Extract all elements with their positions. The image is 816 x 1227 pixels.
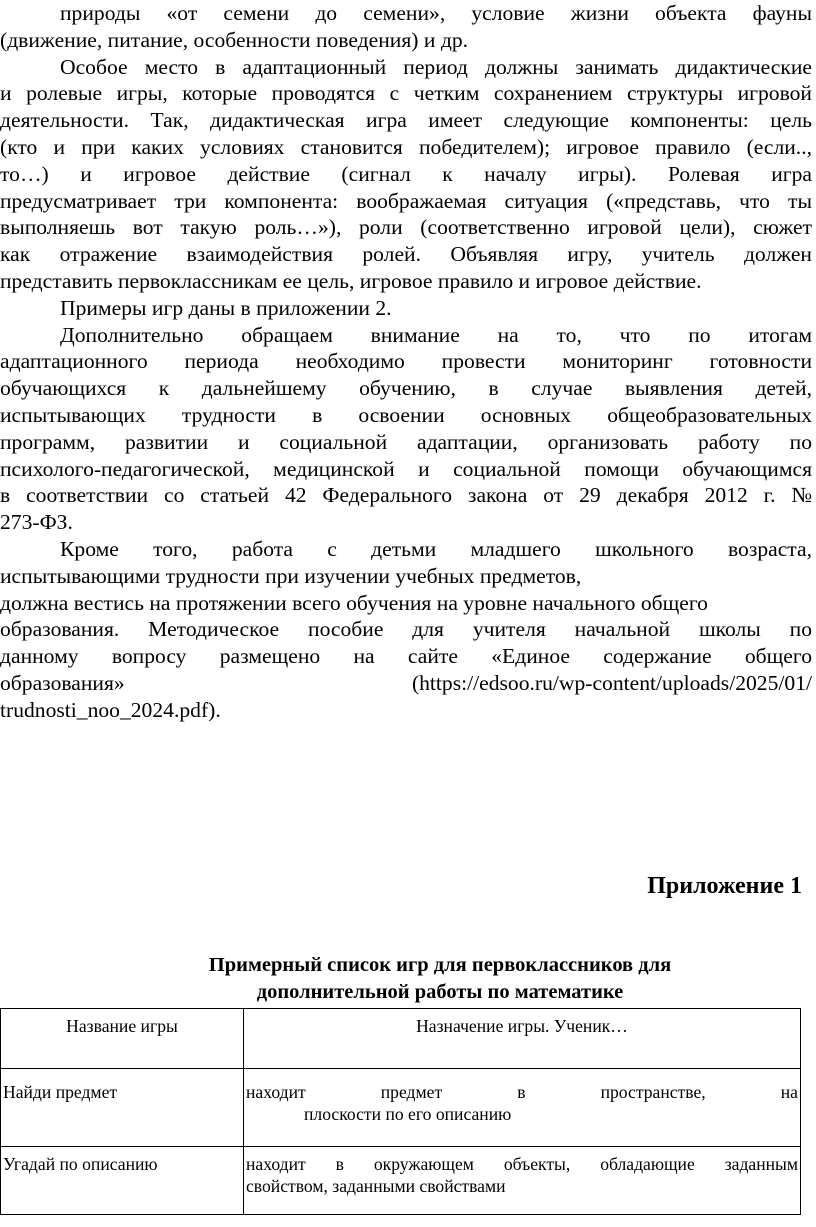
text-line: психолого-педагогической, медицинской и социальной помощи обучающимся	[0, 456, 812, 481]
purpose-line: плоскости по его описанию	[304, 1104, 512, 1124]
text-line: образования. Методическое пособие для учителя начальной школы по	[0, 617, 812, 642]
text-line: Особое место в адаптационный период должны занимать дидактические	[60, 54, 812, 79]
table-header-cell: Назначение игры. Ученик…	[244, 1009, 801, 1069]
table-title	[150, 952, 730, 1006]
text-line: то…) и игровое действие (сигнал к началу игры). Ролевая игра	[0, 161, 812, 186]
purpose-line: свойством, заданными свойствами	[246, 1176, 506, 1196]
table-cell-name: Угадай по описанию	[1, 1147, 244, 1215]
purpose-line: находит предмет в пространстве, на	[246, 1082, 798, 1102]
games-table	[0, 1008, 801, 1215]
purpose-line: находит в окружающем объекты, обладающие заданным	[246, 1154, 798, 1174]
text-line: (движение, питание, особенности поведения) и др.	[0, 27, 469, 52]
text-line: trudnosti_noo_2024.pdf).	[0, 697, 221, 722]
table-row	[1, 1147, 801, 1215]
text-line: представить первоклассникам ее цель, игровое правило и игровое действие.	[0, 268, 702, 293]
text-line: деятельности. Так, дидактическая игра имеет следующие компоненты: цель	[0, 108, 812, 133]
table-title-line: Примерный список игр для первоклассников для	[208, 954, 672, 976]
text-line: данному вопросу размещено на сайте «Единое содержание общего	[0, 644, 812, 669]
table-row	[1, 1069, 801, 1147]
text-line: Кроме того, работа с детьми младшего школьного возраста,	[60, 536, 812, 561]
table-cell-purpose	[244, 1147, 801, 1215]
table-header-row	[1, 1009, 801, 1069]
text-line: выполняешь вот такую роль…»), роли (соответственно игровой цели), сюжет	[0, 215, 812, 240]
appendix-heading: Приложение 1	[647, 873, 802, 899]
text-line: и ролевые игры, которые проводятся с четким сохранением структуры игровой	[0, 81, 812, 106]
text-line: в соответствии со статьей 42 Федерального закона от 29 декабря 2012 г. №	[0, 483, 812, 508]
text-line: (кто и при каких условиях становится победителем); игровое правило (если..,	[0, 134, 812, 159]
text-line: обучающихся к дальнейшему обучению, в случае выявления детей,	[0, 376, 812, 401]
text-line: испытывающими трудности при изучении учебных предметов,	[0, 563, 582, 588]
table-title-line: дополнительной работы по математике	[256, 981, 624, 1003]
text-line: как отражение взаимодействия ролей. Объявляя игру, учитель должен	[0, 242, 812, 267]
table-cell-purpose	[244, 1069, 801, 1147]
table-header-cell: Название игры	[1, 1009, 244, 1069]
text-line: Дополнительно обращаем внимание на то, что по итогам	[60, 322, 812, 347]
text-line: Примеры игр даны в приложении 2.	[60, 295, 392, 320]
text-line: природы «от семени до семени», условие жизни объекта фауны	[60, 1, 812, 25]
text-line: 273-ФЗ.	[0, 510, 73, 535]
text-line: адаптационного периода необходимо провести мониторинг готовности	[0, 349, 812, 374]
text-line: испытывающих трудности в освоении основных общеобразовательных	[0, 402, 812, 427]
text-line: программ, развитии и социальной адаптации, организовать работу по	[0, 429, 812, 454]
text-line: предусматривает три компонента: воображаемая ситуация («представь, что ты	[0, 188, 812, 213]
text-line: должна вестись на протяжении всего обучения на уровне начального общего	[0, 590, 708, 615]
text-line: образования» (https://edsoo.ru/wp-content/uploads/2025/01/	[0, 670, 812, 695]
table-cell-name: Найди предмет	[1, 1069, 244, 1147]
